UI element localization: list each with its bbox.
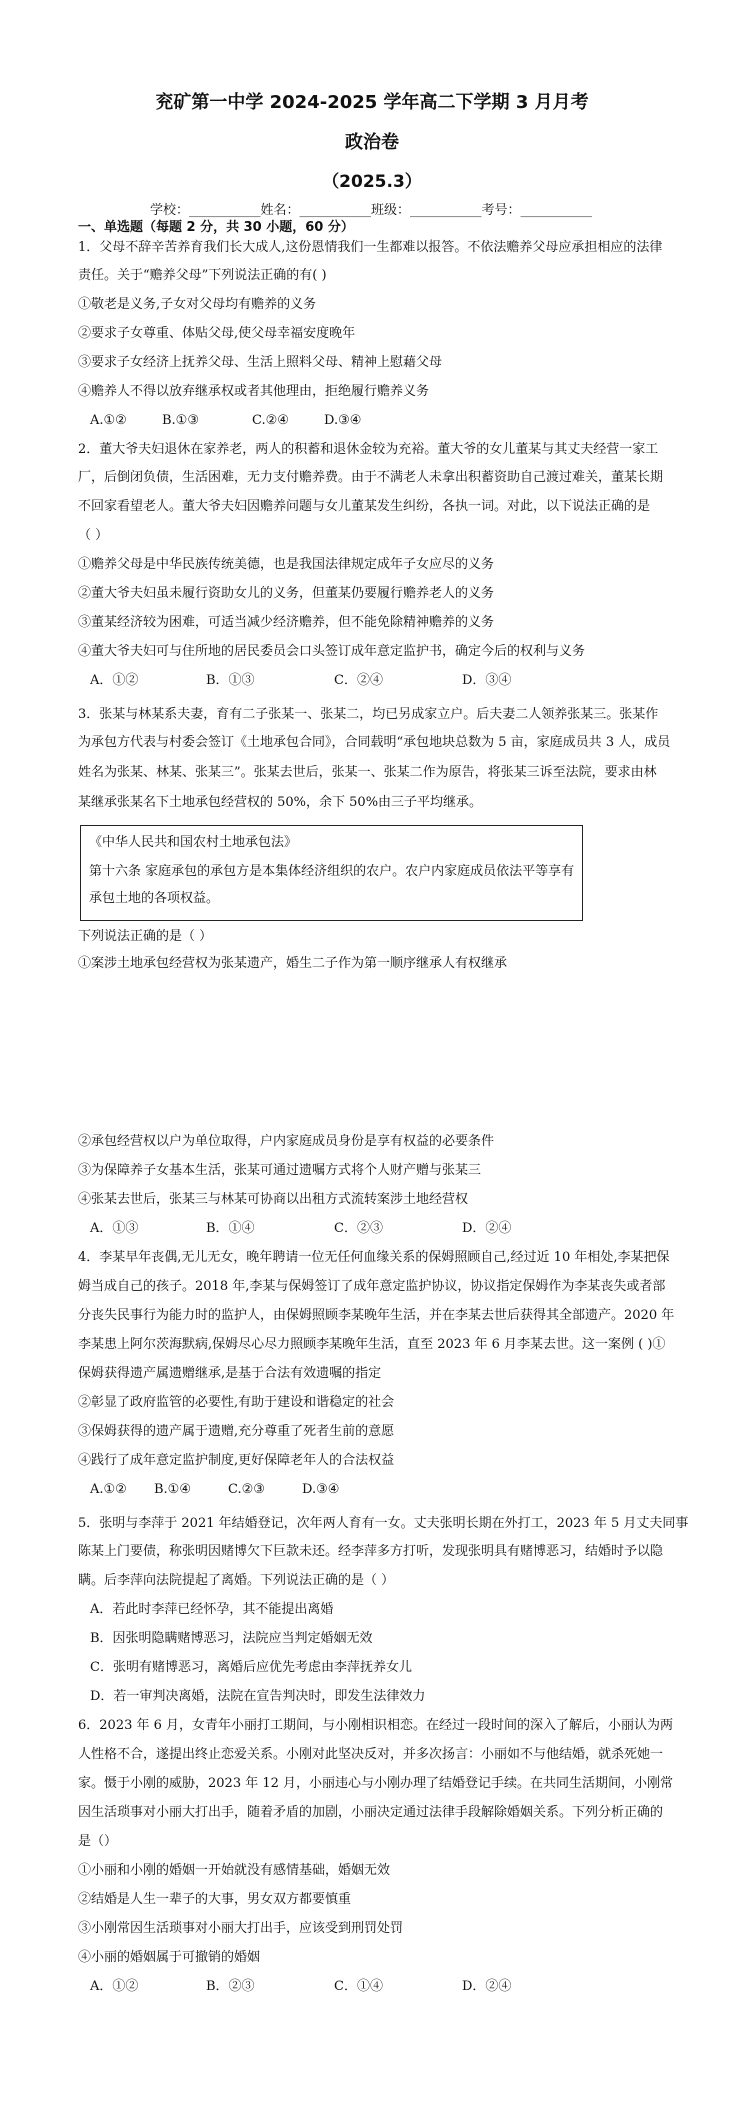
q4-option-a: A.①② [90, 1482, 127, 1497]
q4-item: ④践行了成年意定监护制度,更好保障老年人的合法权益 [78, 1453, 395, 1468]
q4-stem-line: 4．李某早年丧偶,无儿无女，晚年聘请一位无任何血缘关系的保姆照顾自己,经过近 10 年相处,李某把保 [78, 1250, 670, 1265]
q3-item: ④张某去世后，张某三与林某可协商以出租方式流转案涉土地经营权 [78, 1192, 469, 1207]
q4-stem-line: 保姆获得遗产属遗赠继承,是基于合法有效遗嘱的指定 [78, 1366, 382, 1381]
q4-stem-line: 姆当成自己的孩子。2018 年,李某与保姆签订了成年意定监护协议，协议指定保姆作为李某丧失或者部 [78, 1279, 666, 1294]
q4-option-b: B.①④ [154, 1482, 191, 1497]
q1-option-b: B.①③ [162, 413, 199, 428]
q6-item: ①小丽和小刚的婚姻一开始就没有感情基础，婚姻无效 [78, 1863, 391, 1878]
q6-option-c: C．①④ [334, 1979, 383, 1994]
q2-stem-line: 厂，后倒闭负债，生活困难，无力支付赡养费。由于不满老人未拿出积蓄资助自己渡过难关，董某长期 [78, 470, 664, 485]
q2-option-a: A．①② [90, 673, 139, 688]
q2-item: ③董某经济较为困难，可适当减少经济赡养，但不能免除精神赡养的义务 [78, 615, 495, 630]
q1-item: ②要求子女尊重、体贴父母,使父母幸福安度晚年 [78, 326, 356, 341]
q4-option-d: D.③④ [302, 1482, 340, 1497]
q4-item: ②彰显了政府监管的必要性,有助于建设和谐稳定的社会 [78, 1395, 395, 1410]
q4-stem-line: 李某患上阿尔茨海默病,保姆尽心尽力照顾李某晚年生活，直至 2023 年 6 月李某去世。这一案例 ( )① [78, 1337, 666, 1352]
q3-item: ③为保障养子女基本生活，张某可通过遗嘱方式将个人财产赠与张某三 [78, 1163, 482, 1178]
q6-option-a: A．①② [90, 1979, 139, 1994]
q3-stem-line: 为承包方代表与村委会签订《土地承包合同》，合同载明“承包地块总数为 5 亩，家庭成员共 3 人，成员 [78, 735, 671, 750]
q2-stem-line: （ ） [78, 528, 109, 543]
q1-option-c: C.②④ [252, 413, 289, 428]
q1-stem-line: 责任。关于“赡养父母”下列说法正确的有( ) [78, 268, 327, 283]
q3-prompt: 下列说法正确的是（ ） [78, 929, 213, 944]
exam-subject: 政治卷 [345, 132, 399, 153]
q3-option-d: D．②④ [462, 1221, 512, 1236]
q6-option-d: D．②④ [462, 1979, 512, 1994]
q5-stem-line: 瞒。后李萍向法院提起了离婚。下列说法正确的是（ ） [78, 1573, 395, 1588]
q3-stem-line: 3．张某与林某系夫妻，育有二子张某一、张某二，均已另成家立户。后夫妻二人领养张某三。张某作 [78, 707, 659, 722]
q3-option-c: C．②③ [334, 1221, 383, 1236]
q3-option-a: A．①③ [90, 1221, 139, 1236]
q6-item: ④小丽的婚姻属于可撤销的婚姻 [78, 1950, 261, 1965]
q6-stem-line: 家。慑于小刚的威胁，2023 年 12 月，小丽违心与小刚办理了结婚登记手续。在共同生活期间，小刚常 [78, 1776, 674, 1791]
q1-options [90, 413, 361, 429]
q2-item: ①赡养父母是中华民族传统美德，也是我国法律规定成年子女应尽的义务 [78, 557, 495, 572]
section-title: 一、单选题（每题 2 分，共 30 小题，60 分） [78, 220, 354, 235]
q5-stem-line: 陈某上门要债，称张明因赌博欠下巨款未还。经李萍多方打听，发现张明具有赌博恶习，结婚时予以隐 [78, 1544, 664, 1559]
q4-options [90, 1482, 339, 1498]
q5-option: D．若一审判决离婚，法院在宣告判决时，即发生法律效力 [90, 1689, 426, 1704]
q2-stem-line: 2．董大爷夫妇退休在家养老，两人的积蓄和退休金较为充裕。董大爷的女儿董某与其丈夫经营一家工 [78, 442, 659, 457]
q6-item: ②结婚是人生一辈子的大事，男女双方都要慎重 [78, 1892, 352, 1907]
q1-item: ③要求子女经济上抚养父母、生活上照料父母、精神上慰藉父母 [78, 355, 443, 370]
q6-item: ③小刚常因生活琐事对小丽大打出手，应该受到刑罚处罚 [78, 1921, 404, 1936]
q6-stem-line: 是（） [78, 1834, 118, 1849]
law-article: 第十六条 家庭承包的承包方是本集体经济组织的农户。农户内家庭成员依法平等享有 [89, 864, 575, 879]
q3-stem-line: 姓名为张某、林某、张某三”。张某去世后，张某一、张某二作为原告，将张某三诉至法院，要求由林 [78, 765, 657, 780]
q3-option-b: B．①④ [206, 1221, 255, 1236]
q2-options [90, 673, 511, 689]
q6-options [90, 1979, 511, 1995]
q1-option-a: A.①② [90, 413, 127, 428]
law-title: 《中华人民共和国农村土地承包法》 [89, 835, 298, 850]
q3-stem-line: 某继承张某名下土地承包经营权的 50%，余下 50%由三子平均继承。 [78, 795, 483, 810]
q6-stem-line: 人性格不合，遂提出终止恋爱关系。小刚对此坚决反对，并多次扬言：小丽如不与他结婚，就杀死她一 [78, 1747, 664, 1762]
q3-options [90, 1221, 511, 1237]
exam-title: 兖矿第一中学 2024-2025 学年高二下学期 3 月月考 [155, 92, 589, 113]
exam-date: （2025.3） [322, 172, 422, 192]
law-article-cont: 承包土地的各项权益。 [89, 891, 220, 906]
q5-option: A．若此时李萍已经怀孕，其不能提出离婚 [90, 1602, 334, 1617]
q1-item: ④赡养人不得以放弃继承权或者其他理由，拒绝履行赡养义务 [78, 384, 430, 399]
q2-option-d: D．③④ [462, 673, 512, 688]
q4-option-c: C.②③ [228, 1482, 265, 1497]
law-excerpt-box [80, 825, 583, 921]
q2-option-b: B．①③ [206, 673, 255, 688]
q4-item: ③保姆获得的遗产属于遗赠,充分尊重了死者生前的意愿 [78, 1424, 395, 1439]
q5-option: C．张明有赌博恶习，离婚后应优先考虑由李萍抚养女儿 [90, 1660, 412, 1675]
q3-item: ①案涉土地承包经营权为张某遗产，婚生二子作为第一顺序继承人有权继承 [78, 956, 508, 971]
q6-stem-line: 因生活琐事对小丽大打出手，随着矛盾的加剧，小丽决定通过法律手段解除婚姻关系。下列分析正确的 [78, 1805, 664, 1820]
q5-stem-line: 5．张明与李萍于 2021 年结婚登记，次年两人育有一女。丈夫张明长期在外打工，2023 年 5 月丈夫同事 [78, 1516, 689, 1531]
q5-option: B．因张明隐瞒赌博恶习，法院应当判定婚姻无效 [90, 1631, 373, 1646]
q3-item: ②承包经营权以户为单位取得，户内家庭成员身份是享有权益的必要条件 [78, 1134, 495, 1149]
q2-item: ④董大爷夫妇可与住所地的居民委员会口头签订成年意定监护书，确定今后的权利与义务 [78, 644, 586, 659]
q2-item: ②董大爷夫妇虽未履行资助女儿的义务，但董某仍要履行赡养老人的义务 [78, 586, 495, 601]
q1-stem-line: 1．父母不辞辛苦养育我们长大成人,这份恩情我们一生都难以报答。不依法赡养父母应承担相应的法律 [78, 240, 663, 255]
q2-option-c: C．②④ [334, 673, 383, 688]
q2-stem-line: 不回家看望老人。董大爷夫妇因赡养问题与女儿董某发生纠纷，各执一词。对此，以下说法正确的是 [78, 499, 651, 514]
q6-stem-line: 6．2023 年 6 月，女青年小丽打工期间，与小刚相识相恋。在经过一段时间的深入了解后，小丽认为两 [78, 1718, 674, 1733]
q1-option-d: D.③④ [324, 413, 362, 428]
student-info-line: 学校：___________姓名：___________班级：___________考号：___________ [150, 203, 593, 218]
q6-option-b: B．②③ [206, 1979, 255, 1994]
q4-stem-line: 分丧失民事行为能力时的监护人，由保姆照顾李某晚年生活，并在李某去世后获得其全部遗产。2020 年 [78, 1308, 675, 1323]
q1-item: ①敬老是义务,子女对父母均有赡养的义务 [78, 297, 317, 312]
